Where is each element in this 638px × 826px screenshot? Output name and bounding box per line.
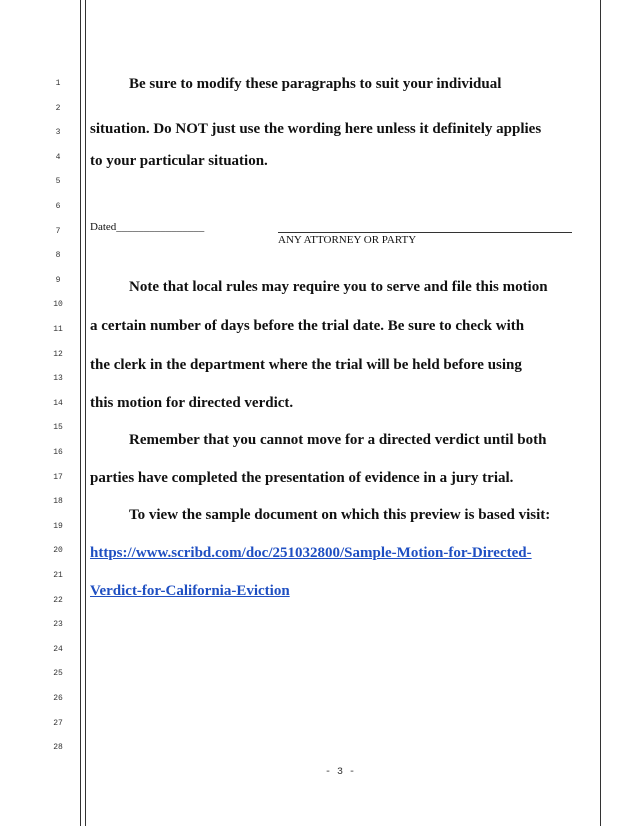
paragraph-line: parties have completed the presentation of evidence in a jury trial. xyxy=(90,470,514,486)
line-number: 23 xyxy=(53,620,63,629)
line-number: 18 xyxy=(53,497,63,506)
line-number: 14 xyxy=(53,399,63,408)
line-number: 22 xyxy=(53,596,63,605)
line-number: 6 xyxy=(55,202,61,211)
paragraph-line: Remember that you cannot move for a directed verdict until both xyxy=(129,432,547,448)
paragraph-line: situation. Do NOT just use the wording here unless it definitely applies xyxy=(90,121,542,137)
line-number: 27 xyxy=(53,719,63,728)
paragraph-line: a certain number of days before the trial date. Be sure to check with xyxy=(90,318,525,334)
line-number: 19 xyxy=(53,522,63,531)
sample-document-link-continued[interactable]: Verdict-for-California-Eviction xyxy=(90,583,290,599)
line-number: 7 xyxy=(55,227,61,236)
signature-line xyxy=(278,232,572,233)
paragraph-line: to your particular situation. xyxy=(90,153,268,169)
paragraph-line: this motion for directed verdict. xyxy=(90,395,294,411)
line-number: 11 xyxy=(53,325,63,334)
line-number: 25 xyxy=(53,669,63,678)
sample-document-link[interactable]: https://www.scribd.com/doc/251032800/Sample-Motion-for-Directed- xyxy=(90,545,532,561)
right-margin-line xyxy=(600,0,601,826)
left-margin-line-outer xyxy=(80,0,81,826)
paragraph-line: To view the sample document on which this preview is based visit: xyxy=(129,507,551,523)
line-number: 2 xyxy=(55,104,61,113)
paragraph-line: Note that local rules may require you to serve and file this motion xyxy=(129,279,548,295)
line-number: 3 xyxy=(55,128,61,137)
line-number: 5 xyxy=(55,177,61,186)
line-number: 13 xyxy=(53,374,63,383)
line-number: 8 xyxy=(55,251,61,260)
line-number: 17 xyxy=(53,473,63,482)
line-number: 26 xyxy=(53,694,63,703)
line-number: 10 xyxy=(53,300,63,309)
left-margin-line-inner xyxy=(85,0,86,826)
signer-label: ANY ATTORNEY OR PARTY xyxy=(278,234,417,246)
dated-line: Dated________________ xyxy=(90,221,205,233)
line-number: 21 xyxy=(53,571,63,580)
line-number: 1 xyxy=(55,79,61,88)
line-number: 4 xyxy=(55,153,61,162)
paragraph-line: Be sure to modify these paragraphs to suit your individual xyxy=(129,76,502,92)
line-number: 16 xyxy=(53,448,63,457)
paragraph-line: the clerk in the department where the trial will be held before using xyxy=(90,357,522,373)
line-number: 12 xyxy=(53,350,63,359)
line-number: 15 xyxy=(53,423,63,432)
line-number: 9 xyxy=(55,276,61,285)
line-number: 20 xyxy=(53,546,63,555)
line-number: 24 xyxy=(53,645,63,654)
page-number: - 3 - xyxy=(324,767,355,778)
line-number: 28 xyxy=(53,743,63,752)
